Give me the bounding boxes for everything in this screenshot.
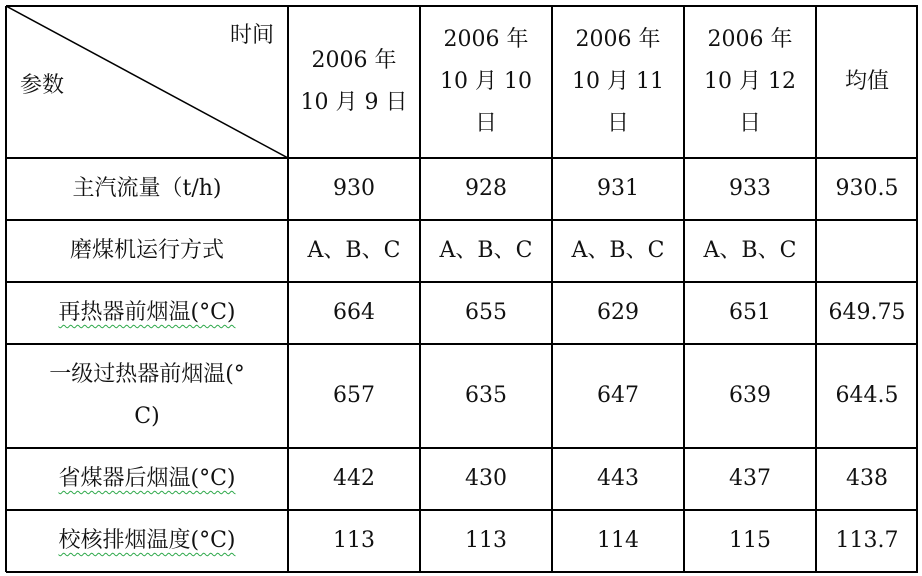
grid-line	[6, 509, 918, 511]
table-cell-mean: 930.5	[835, 176, 899, 201]
table-cell: 647	[597, 383, 639, 408]
data-table	[6, 6, 918, 572]
table-cell: 437	[729, 466, 771, 491]
table-cell-mean: 438	[846, 466, 888, 491]
row-label-text: 省煤器后烟温(°C)	[58, 466, 236, 491]
grid-line	[6, 447, 918, 449]
grid-line	[6, 157, 918, 159]
table-cell: 664	[333, 300, 375, 325]
grid-line	[815, 6, 817, 572]
grid-line	[6, 343, 918, 345]
table-cell: 928	[465, 176, 507, 201]
table-cell: A、B、C	[439, 238, 533, 263]
table-cell: 930	[333, 176, 375, 201]
row-label-text: 再热器前烟温(°C)	[58, 300, 236, 325]
grid-line	[6, 281, 918, 283]
grid-line	[551, 6, 553, 572]
column-header-date-3: 2006 年 10 月 11 日	[572, 27, 664, 136]
table-cell: A、B、C	[307, 238, 401, 263]
table-cell: A、B、C	[703, 238, 797, 263]
table-cell-mean	[816, 220, 918, 282]
row-label-reheater-inlet-gas-temp	[6, 282, 288, 344]
grid-line	[6, 5, 918, 7]
column-header-date-2: 2006 年 10 月 10 日	[440, 27, 532, 136]
grid-line	[916, 6, 918, 572]
table-cell: 114	[597, 528, 639, 553]
table-cell-mean: 644.5	[835, 383, 899, 408]
grid-line	[419, 6, 421, 572]
table-cell: 430	[465, 466, 507, 491]
table-cell: 115	[729, 528, 771, 553]
table-cell: 651	[729, 300, 771, 325]
row-label-text: 校核排烟温度(°C)	[58, 528, 236, 553]
row-label-mill-operation-mode: 磨煤机运行方式	[69, 238, 224, 263]
column-header-date-1: 2006 年 10 月 9 日	[300, 48, 408, 115]
table-cell: 443	[597, 466, 639, 491]
grid-line	[6, 219, 918, 221]
corner-label-parameter: 参数	[20, 73, 65, 98]
grid-line	[5, 6, 7, 572]
table-cell: 933	[729, 176, 771, 201]
header-corner-cell	[6, 6, 288, 158]
row-label-main-steam-flow: 主汽流量（t/h)	[72, 176, 222, 201]
table-cell-mean: 649.75	[828, 300, 906, 325]
table-cell: 629	[597, 300, 639, 325]
column-header-mean: 均值	[844, 69, 889, 94]
column-header-date-4: 2006 年 10 月 12 日	[704, 27, 796, 136]
table-cell: 113	[333, 528, 375, 553]
table-cell: 655	[465, 300, 507, 325]
grid-line	[683, 6, 685, 572]
row-label-exhaust-gas-temp	[6, 510, 288, 572]
row-label-primary-superheater-inlet-gas-temp: 一级过热器前烟温(° C)	[49, 362, 245, 429]
row-label-economizer-outlet-gas-temp	[6, 448, 288, 510]
table-cell-mean: 113.7	[835, 528, 899, 553]
table-cell: A、B、C	[571, 238, 665, 263]
table-cell: 639	[729, 383, 771, 408]
grid-line	[6, 571, 918, 573]
corner-label-time: 时间	[229, 23, 274, 48]
table-cell: 635	[465, 383, 507, 408]
table-cell: 442	[333, 466, 375, 491]
table-cell: 113	[465, 528, 507, 553]
table-cell: 931	[597, 176, 639, 201]
table-cell: 657	[333, 383, 375, 408]
grid-line	[287, 6, 289, 572]
